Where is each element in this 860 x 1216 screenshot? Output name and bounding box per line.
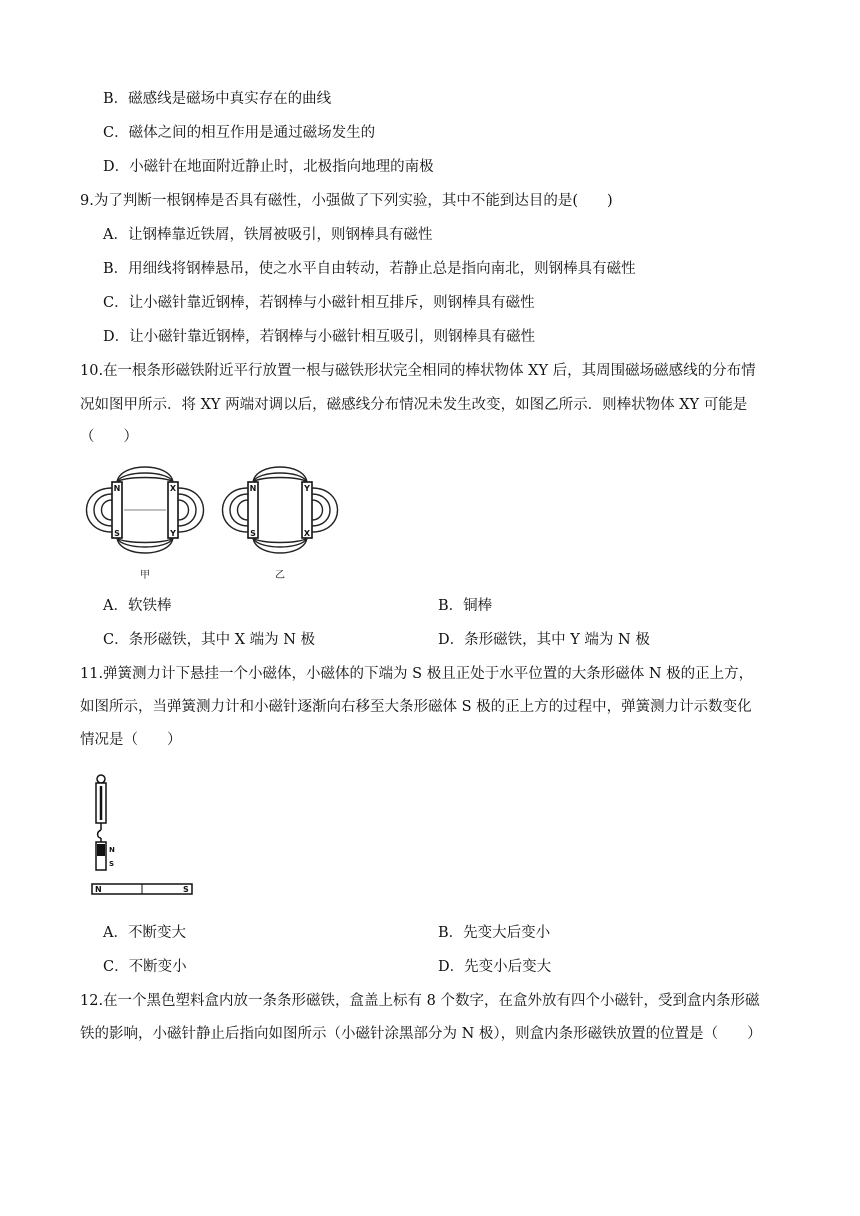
q12-stem-line-1: 12.在一个黑色塑料盒内放一条条形磁铁，盒盖上标有 8 个数字，在盒外放有四个小磁针，受到盒内条形磁 — [80, 993, 760, 1009]
q9-option-b: B．用细线将钢棒悬吊，使之水平自由转动，若静止总是指向南北，则钢棒具有磁性 — [103, 261, 636, 277]
q8-option-d: D．小磁针在地面附近静止时，北极指向地理的南极 — [103, 159, 434, 175]
q11-option-b: B．先变大后变小 — [438, 925, 551, 941]
jia-left-top-label: N — [113, 484, 121, 493]
q10-stem-line-1: 10.在一根条形磁铁附近平行放置一根与磁铁形状完全相同的棒状物体 XY 后，其周围磁场磁感线的分布情 — [80, 363, 756, 379]
q8-option-b: B．磁感线是磁场中真实存在的曲线 — [103, 91, 332, 107]
q11-option-d: D．先变小后变大 — [438, 959, 552, 975]
small-magnet-s-label: S — [109, 860, 115, 868]
yi-left-top-label: N — [249, 484, 257, 493]
q10-option-c: C．条形磁铁，其中 X 端为 N 极 — [103, 632, 316, 648]
yi-right-bottom-label: X — [303, 529, 311, 538]
jia-right-top-label: X — [169, 484, 177, 493]
small-magnet-n-half — [97, 844, 105, 856]
yi-left-bottom-label: S — [250, 529, 256, 538]
q10-magnetic-field-figure — [80, 458, 354, 584]
figure-yi — [223, 467, 338, 553]
q9-option-d: D．让小磁针靠近钢棒，若钢棒与小磁针相互吸引，则钢棒具有磁性 — [103, 329, 536, 345]
jia-left-bottom-label: S — [114, 529, 120, 538]
q11-option-a: A．不断变大 — [103, 925, 186, 941]
q11-option-c: C．不断变小 — [103, 959, 187, 975]
q8-option-c: C．磁体之间的相互作用是通过磁场发生的 — [103, 125, 376, 141]
jia-right-bottom-label: Y — [170, 529, 176, 538]
q10-stem-line-2: 况如图甲所示．将 XY 两端对调以后，磁感线分布情况未发生改变，如图乙所示．则棒状物体 XY 可能是 — [80, 397, 748, 413]
q11-spring-scale-figure — [86, 770, 198, 898]
yi-right-top-label: Y — [304, 484, 310, 493]
q11-stem-line-1: 11.弹簧测力计下悬挂一个小磁体，小磁体的下端为 S 极且正处于水平位置的大条形磁体 N 极的正上方， — [80, 666, 754, 682]
figure-jia — [87, 467, 204, 553]
small-magnet-n-label: N — [109, 846, 115, 854]
bar-magnet-s-label: S — [183, 885, 189, 894]
q9-stem: 9.为了判断一根钢棒是否具有磁性，小强做了下列实验，其中不能到达目的是( ) — [80, 193, 613, 209]
q12-stem-line-2: 铁的影响，小磁针静止后指向如图所示（小磁针涂黑部分为 N 极），则盒内条形磁铁放置的位置是（ ） — [80, 1026, 762, 1042]
q10-option-b: B．铜棒 — [438, 598, 493, 614]
q11-stem-line-3: 情况是（ ） — [80, 732, 182, 748]
yi-caption: 乙 — [275, 570, 285, 581]
q10-option-d: D．条形磁铁，其中 Y 端为 N 极 — [438, 632, 650, 648]
q11-stem-line-2: 如图所示，当弹簧测力计和小磁针逐渐向右移至大条形磁体 S 极的正上方的过程中，弹簧测力计示数变化 — [80, 699, 752, 715]
q9-option-a: A．让钢棒靠近铁屑，铁屑被吸引，则钢棒具有磁性 — [103, 227, 433, 243]
q9-option-c: C．让小磁针靠近钢棒，若钢棒与小磁针相互排斥，则钢棒具有磁性 — [103, 295, 535, 311]
bar-magnet-n-label: N — [95, 885, 102, 894]
q10-option-a: A．软铁棒 — [103, 598, 172, 614]
q10-stem-line-3: （ ） — [80, 429, 138, 445]
jia-caption: 甲 — [140, 570, 150, 581]
